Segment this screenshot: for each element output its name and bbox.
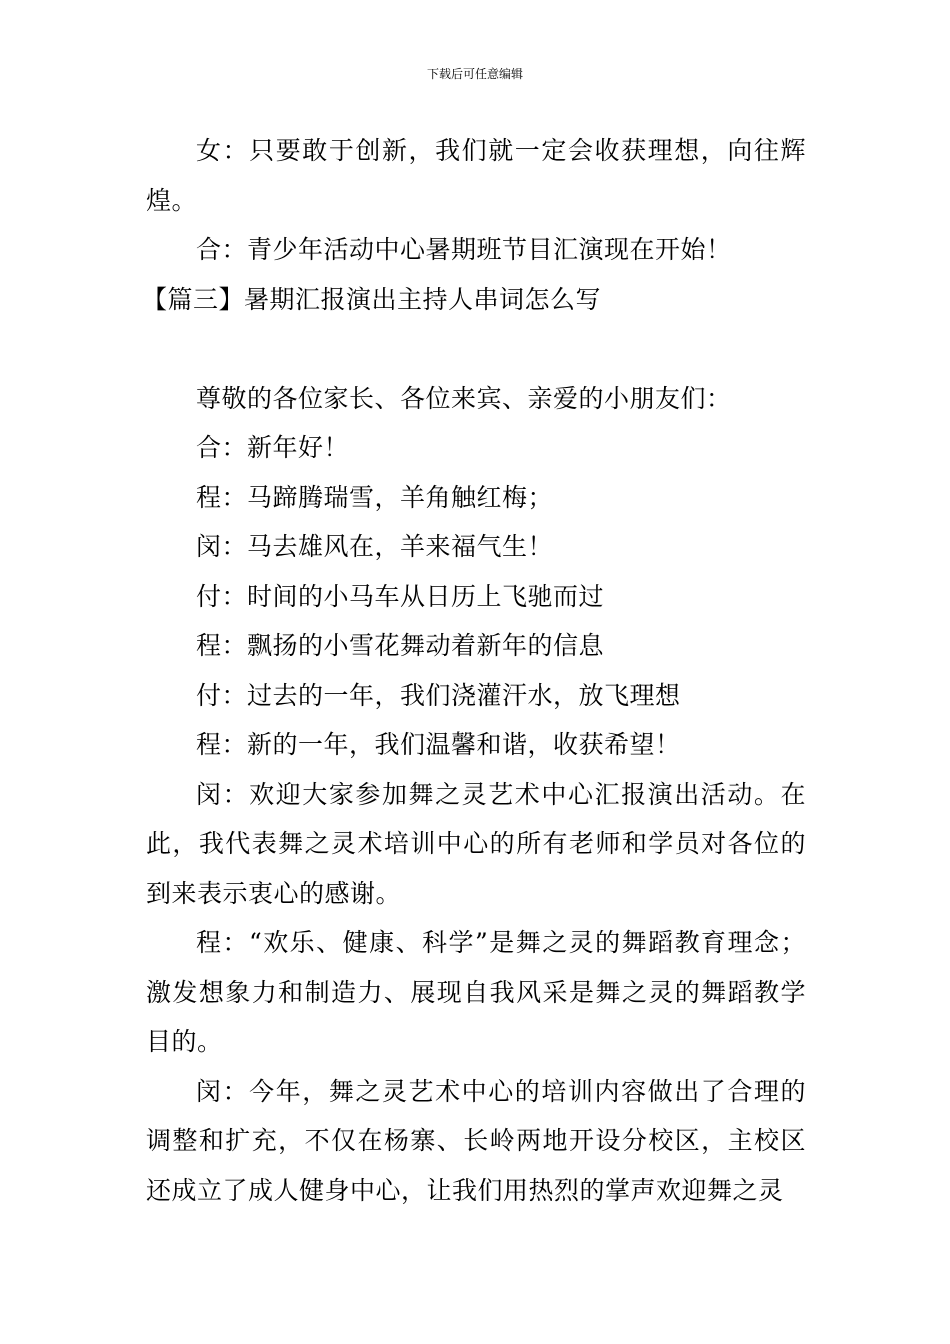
paragraph: 程：马蹄腾瑞雪，羊角触红梅； bbox=[196, 482, 554, 512]
paragraph: 程：飘扬的小雪花舞动着新年的信息 bbox=[196, 631, 605, 660]
paragraph: 付：时间的小马车从日历上飞驰而过 bbox=[196, 581, 605, 611]
paragraph: 合：青少年活动中心暑期班节目汇演现在开始！ bbox=[196, 235, 732, 264]
paragraph: 闵：欢迎大家参加舞之灵艺术中心汇报演出活动。在此，我代表舞之灵术培训中心的所有老师和学员对各位的到来表示衷心的感谢。 bbox=[146, 779, 806, 908]
paragraph: 尊敬的各位家长、各位来宾、亲爱的小朋友们： bbox=[196, 383, 732, 413]
paragraph: 闵：马去雄风在，羊来福气生！ bbox=[196, 532, 554, 561]
blank-line bbox=[146, 324, 806, 374]
section-heading: 【篇三】暑期汇报演出主持人串词怎么写 bbox=[142, 284, 602, 314]
paragraph: 程：“欢乐、健康、科学”是舞之灵的舞蹈教育理念；激发想象力和制造力、展现自我风采是舞之灵的舞蹈教学目的。 bbox=[146, 928, 806, 1056]
paragraph: 程：新的一年，我们温馨和谐，收获希望！ bbox=[196, 730, 681, 759]
paragraph: 合：新年好！ bbox=[196, 433, 350, 462]
page-header-note: 下载后可任意编辑 bbox=[426, 67, 523, 81]
paragraph: 闵：今年，舞之灵艺术中心的培训内容做出了合理的调整和扩充，不仅在杨寨、长岭两地开设分校区，主校区还成立了成人健身中心，让我们用热烈的掌声欢迎舞之灵 bbox=[146, 1076, 806, 1205]
document-body bbox=[142, 126, 806, 1215]
paragraph: 女：只要敢于创新，我们就一定会收获理想，向往辉煌。 bbox=[146, 136, 806, 215]
paragraph: 付：过去的一年，我们浇灌汗水，放飞理想 bbox=[196, 680, 681, 710]
